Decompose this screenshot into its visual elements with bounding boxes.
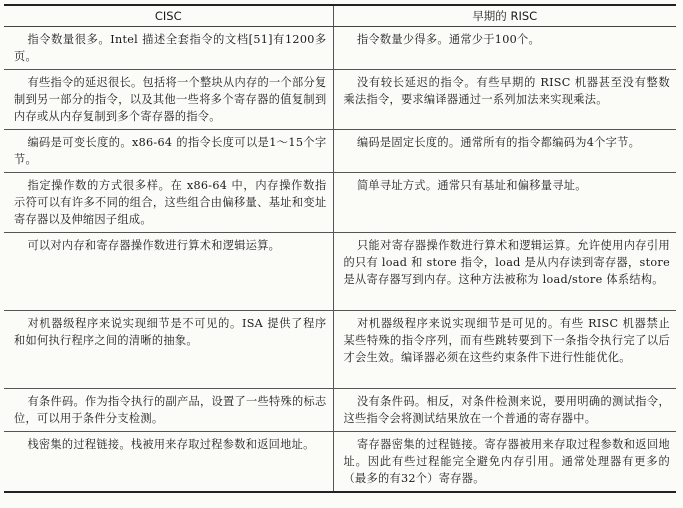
cisc-cell: 有些指令的延迟很长。包括将一个整块从内存的一个部分复制到另一部分的指令，以及其他一些将多个寄存器的值复制到内存或从内存复制到多个寄存器的指令。 <box>4 70 333 130</box>
risc-cell: 编码是固定长度的。通常所有的指令都编码为4个字节。 <box>333 130 676 173</box>
cisc-cell: 指定操作数的方式很多样。在 x86-64 中，内存操作数指示符可以有许多不同的组合，这些组合由偏移量、基址和变址寄存器以及伸缩因子组成。 <box>4 173 333 233</box>
risc-cell: 指令数量少得多。通常少于100个。 <box>333 27 676 70</box>
table-row <box>4 27 676 70</box>
table-row <box>4 233 676 311</box>
table-row <box>4 311 676 389</box>
header-cisc: CISC <box>4 5 333 27</box>
table-row <box>4 130 676 173</box>
table-row <box>4 173 676 233</box>
risc-cell: 只能对寄存器操作数进行算术和逻辑运算。允许使用内存引用的只有 load 和 store 指令，load 是从内存读到寄存器，store 是从寄存器写到内存。这种方法被称为 load/store 体系结构。 <box>333 233 676 311</box>
cisc-cell: 指令数量很多。Intel 描述全套指令的文档[51]有1200多页。 <box>4 27 333 70</box>
table-header-row <box>4 5 676 27</box>
cisc-cell: 栈密集的过程链接。栈被用来存取过程参数和返回地址。 <box>4 432 333 493</box>
cisc-cell: 有条件码。作为指令执行的副产品，设置了一些特殊的标志位，可以用于条件分支检测。 <box>4 389 333 432</box>
risc-cell: 简单寻址方式。通常只有基址和偏移量寻址。 <box>333 173 676 233</box>
cisc-cell: 对机器级程序来说实现细节是不可见的。ISA 提供了程序和如何执行程序之间的清晰的抽象。 <box>4 311 333 389</box>
table-row <box>4 432 676 493</box>
risc-cell: 没有条件码。相反，对条件检测来说，要用明确的测试指令，这些指令会将测试结果放在一个普通的寄存器中。 <box>333 389 676 432</box>
risc-cell: 寄存器密集的过程链接。寄存器被用来存取过程参数和返回地址。因此有些过程能完全避免内存引用。通常处理器有更多的（最多的有32个）寄存器。 <box>333 432 676 493</box>
cisc-cell: 可以对内存和寄存器操作数进行算术和逻辑运算。 <box>4 233 333 311</box>
table-row <box>4 389 676 432</box>
cisc-cell: 编码是可变长度的。x86-64 的指令长度可以是1～15个字节。 <box>4 130 333 173</box>
header-early-risc: 早期的 RISC <box>333 5 676 27</box>
risc-cell: 对机器级程序来说实现细节是可见的。有些 RISC 机器禁止某些特殊的指令序列，而有些跳转要到下一条指令执行完了以后才会生效。编译器必须在这些约束条件下进行性能优化。 <box>333 311 676 389</box>
cisc-risc-comparison-table <box>4 4 676 493</box>
table-row <box>4 70 676 130</box>
risc-cell: 没有较长延迟的指令。有些早期的 RISC 机器甚至没有整数乘法指令，要求编译器通过一系列加法来实现乘法。 <box>333 70 676 130</box>
